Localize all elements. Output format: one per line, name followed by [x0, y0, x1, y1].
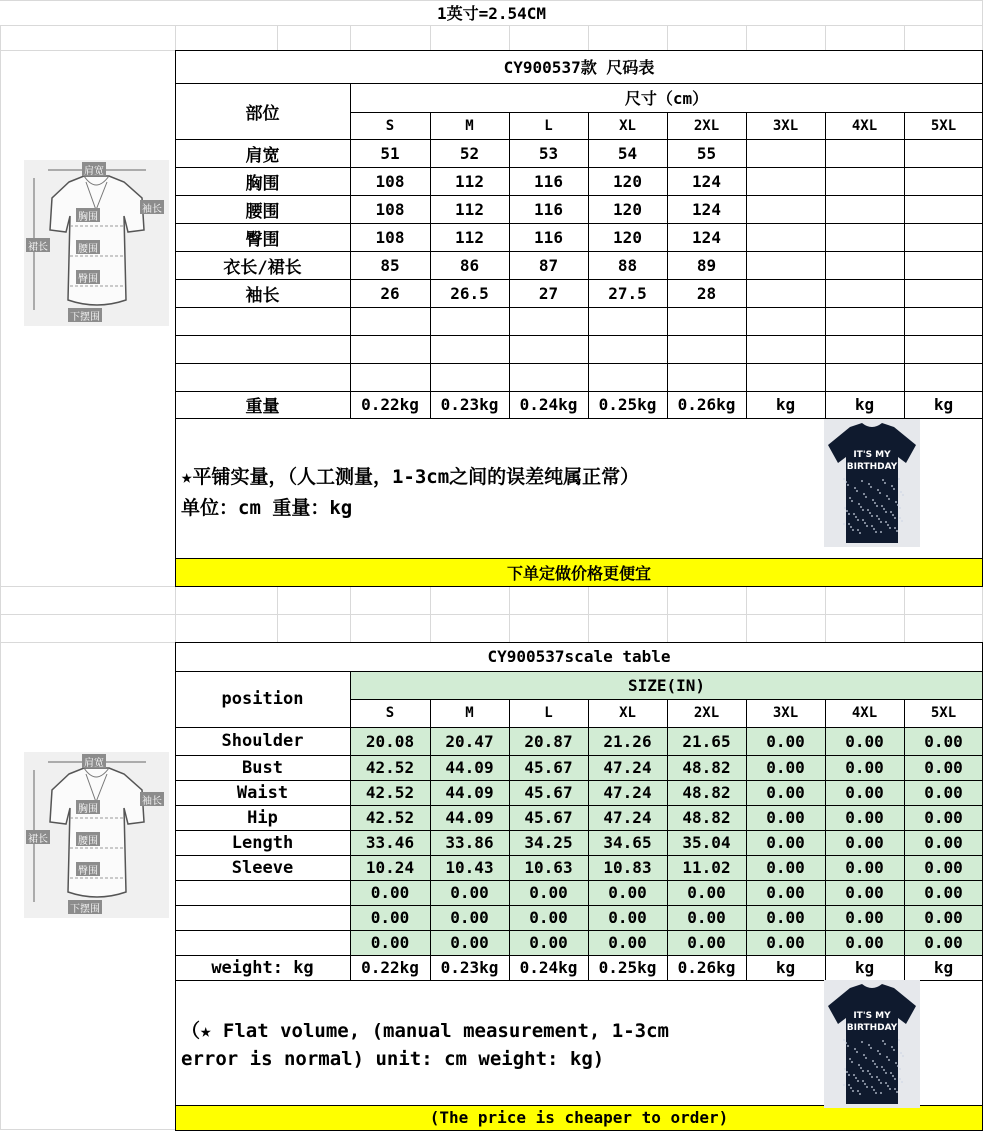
- table-cell: 0.23kg: [440, 395, 499, 414]
- table-cell: 0.00: [608, 908, 647, 927]
- grid-line: [175, 25, 176, 50]
- table-cell: [904, 167, 983, 195]
- table-cell: 0.00: [924, 783, 963, 802]
- table-cell: 21.65: [682, 731, 731, 751]
- grid-line: [0, 50, 1, 1130]
- sketch-label: 下摆围: [68, 308, 102, 322]
- grid-line: [509, 25, 510, 50]
- size-label-m: M: [465, 117, 474, 134]
- table-cell: 45.67: [524, 783, 573, 802]
- table-cell: 0.00: [924, 833, 963, 852]
- table-cell: 0.00: [845, 783, 884, 802]
- grid-line: [825, 25, 826, 50]
- table-cell: 108: [375, 227, 405, 247]
- table-cell: 44.09: [445, 808, 494, 827]
- table-cell: [825, 167, 904, 195]
- grid-line: [904, 586, 905, 642]
- grid-line: [667, 586, 668, 642]
- table-cell: 0.00: [766, 833, 805, 852]
- table-cell: 0.00: [766, 808, 805, 827]
- table-cell: 0.00: [924, 883, 963, 902]
- note-line-1: （★ Flat volume, (manual measurement, 1-3cm: [181, 1019, 669, 1042]
- table-cell: 44.09: [445, 783, 494, 802]
- table-cell: 120: [613, 171, 642, 191]
- grid-line: [904, 25, 905, 50]
- table-cell: [430, 307, 509, 335]
- grid-line: [0, 25, 1, 50]
- table-cell: 55: [696, 143, 717, 163]
- table-cell: 0.00: [845, 758, 884, 777]
- table-cell: kg: [933, 395, 954, 414]
- table-cell: [667, 335, 746, 363]
- table-cell: 0.00: [924, 858, 963, 877]
- table-cell: 0.24kg: [519, 958, 578, 977]
- table-cell: [746, 139, 825, 167]
- grid-line: [0, 25, 983, 26]
- grid-line: [746, 25, 747, 50]
- table-cell: 35.04: [682, 833, 731, 852]
- table-cell: 21.26: [603, 731, 652, 751]
- table-cell: 45.67: [524, 808, 573, 827]
- table-cell: [746, 195, 825, 223]
- table-cell: 26.5: [450, 283, 489, 303]
- table-cell: 89: [696, 255, 717, 275]
- table-cell: 112: [455, 199, 484, 219]
- row-label: Sleeve: [231, 857, 294, 878]
- tshirt-print-line-1: IT'S MY: [853, 1011, 891, 1021]
- table-cell: 0.00: [450, 933, 489, 952]
- note-line-2: error is normal) unit: cm weight: kg): [181, 1048, 605, 1070]
- sketch-label: 下摆围: [68, 900, 102, 914]
- table-cell: [746, 335, 825, 363]
- table-cell: [825, 307, 904, 335]
- sketch-label: 臀围: [76, 270, 100, 284]
- row-label: [175, 880, 350, 905]
- table-cell: 0.00: [687, 908, 726, 927]
- table-border: [175, 586, 983, 587]
- sketch-label: 肩宽: [82, 162, 106, 176]
- table-cell: [904, 307, 983, 335]
- table-cell: [350, 363, 430, 391]
- table-cell: 27: [538, 283, 559, 303]
- note-line-2: 单位：cm 重量：kg: [181, 496, 353, 519]
- table-cell: 0.00: [766, 783, 805, 802]
- grid-line: [588, 586, 589, 642]
- table-cell: 10.83: [603, 858, 652, 877]
- size-label-2xl: 2XL: [693, 705, 720, 721]
- table-cell: [746, 363, 825, 391]
- table-cell: 33.86: [445, 833, 494, 852]
- table-cell: 0.00: [766, 883, 805, 902]
- table-cell: 86: [459, 255, 480, 275]
- table-cell: 124: [692, 227, 721, 247]
- sketch-label: 腰围: [76, 832, 100, 846]
- table-cell: 0.22kg: [361, 958, 419, 977]
- table-cell: [746, 167, 825, 195]
- footer-text: (The price is cheaper to order): [429, 1108, 729, 1127]
- row-label: 重量: [245, 397, 280, 417]
- table-cell: 52: [459, 143, 480, 163]
- table-cell: [825, 223, 904, 251]
- size-label-l: L: [544, 117, 553, 134]
- table-cell: 28: [696, 283, 717, 303]
- table-title: CY900537款 尺码表: [503, 58, 655, 77]
- size-label-5xl: 5XL: [930, 117, 957, 134]
- position-header: position: [221, 689, 304, 709]
- grid-line: [0, 614, 983, 615]
- table-cell: 0.00: [766, 933, 805, 952]
- table-cell: 0.25kg: [598, 958, 657, 977]
- table-cell: 0.00: [845, 908, 884, 927]
- table-cell: [509, 335, 588, 363]
- table-cell: 0.00: [924, 758, 963, 777]
- row-label: [175, 905, 350, 930]
- grid-line: [277, 25, 278, 50]
- table-cell: 0.25kg: [598, 395, 657, 414]
- table-cell: [904, 251, 983, 279]
- table-cell: 20.08: [365, 731, 415, 751]
- table-cell: 0.00: [924, 933, 963, 952]
- table-cell: 47.24: [603, 808, 652, 827]
- table-cell: [430, 363, 509, 391]
- grid-line: [825, 586, 826, 642]
- size-label-5xl: 5XL: [930, 705, 957, 721]
- table-cell: 0.00: [450, 908, 489, 927]
- table-title: CY900537scale table: [487, 647, 671, 666]
- table-cell: 0.00: [766, 758, 805, 777]
- size-header: 尺寸（cm）: [624, 89, 709, 108]
- table-cell: 124: [692, 199, 721, 219]
- table-cell: 0.22kg: [361, 395, 419, 414]
- table-cell: 26: [380, 283, 400, 303]
- sketch-label: 臀围: [76, 862, 100, 876]
- tshirt-photo: [824, 419, 920, 547]
- size-label-3xl: 3XL: [772, 117, 799, 134]
- tshirt-photo: [824, 980, 920, 1108]
- table-cell: 54: [617, 143, 638, 163]
- sketch-label: 肩宽: [82, 754, 106, 768]
- table-cell: 47.24: [603, 758, 652, 777]
- table-cell: 112: [455, 227, 484, 247]
- sketch-label: 裙长: [26, 238, 50, 252]
- size-label-xl: XL: [619, 705, 636, 721]
- table-cell: 116: [534, 227, 563, 247]
- position-header: 部位: [245, 103, 280, 124]
- row-label: weight: kg: [211, 957, 314, 978]
- table-cell: 88: [617, 255, 638, 275]
- table-cell: 27.5: [608, 283, 647, 303]
- row-label: Shoulder: [221, 731, 304, 751]
- size-label-xl: XL: [619, 117, 636, 134]
- table-cell: 0.00: [845, 731, 884, 751]
- row-label: [175, 307, 350, 335]
- table-cell: kg: [775, 958, 796, 977]
- table-cell: [746, 223, 825, 251]
- sketch-label: 腰围: [76, 240, 100, 254]
- table-cell: [825, 279, 904, 307]
- size-label-m: M: [465, 705, 474, 721]
- table-cell: [904, 223, 983, 251]
- grid-line: [350, 586, 351, 642]
- table-cell: 48.82: [682, 758, 731, 777]
- table-cell: [904, 335, 983, 363]
- size-label-l: L: [544, 705, 553, 721]
- tshirt-print-line-2: BIRTHDAY: [846, 462, 898, 472]
- table-cell: 112: [455, 171, 484, 191]
- top-note: 1英寸=2.54CM: [436, 4, 547, 23]
- table-cell: 48.82: [682, 783, 731, 802]
- table-cell: 87: [538, 255, 559, 275]
- grid-line: [350, 25, 351, 50]
- grid-line: [509, 586, 510, 642]
- table-cell: 0.00: [924, 908, 963, 927]
- table-cell: 10.63: [524, 858, 573, 877]
- row-label: 胸围: [245, 173, 280, 194]
- table-cell: 0.00: [608, 933, 647, 952]
- table-cell: 120: [613, 199, 642, 219]
- row-label: 腰围: [245, 201, 280, 222]
- table-cell: [904, 279, 983, 307]
- footer-text: 下单定做价格更便宜: [506, 563, 651, 583]
- table-cell: [509, 363, 588, 391]
- table-cell: [588, 307, 667, 335]
- table-cell: 10.24: [365, 858, 415, 877]
- row-label: Length: [231, 832, 294, 853]
- table-cell: 45.67: [524, 758, 573, 777]
- size-label-4xl: 4XL: [851, 705, 878, 721]
- sketch-label: 裙长: [26, 830, 50, 844]
- table-cell: 0.00: [845, 833, 884, 852]
- table-cell: 0.00: [529, 883, 568, 902]
- size-label-2xl: 2XL: [693, 117, 720, 134]
- size-label-s: S: [385, 705, 395, 721]
- table-cell: 0.00: [529, 933, 568, 952]
- table-cell: 0.00: [845, 883, 884, 902]
- row-label: Waist: [236, 782, 289, 803]
- table-cell: [746, 251, 825, 279]
- size-label-3xl: 3XL: [772, 705, 799, 721]
- table-cell: 20.47: [445, 731, 494, 751]
- table-cell: 0.00: [924, 731, 963, 751]
- table-cell: 51: [380, 143, 400, 163]
- table-cell: [667, 307, 746, 335]
- table-cell: 0.00: [845, 858, 884, 877]
- row-label: 肩宽: [245, 145, 280, 166]
- table-cell: 108: [375, 171, 405, 191]
- table-cell: kg: [854, 395, 875, 414]
- table-cell: 0.00: [766, 858, 805, 877]
- size-header: SIZE(IN): [627, 675, 706, 695]
- table-cell: kg: [854, 958, 875, 977]
- table-cell: 0.00: [370, 883, 410, 902]
- note-line-1: ★平铺实量，（人工测量，1-3cm之间的误差纯属正常）: [181, 465, 640, 488]
- table-cell: [746, 279, 825, 307]
- table-cell: 0.00: [766, 908, 805, 927]
- table-cell: 0.00: [766, 731, 805, 751]
- row-label: 衣长/裙长: [223, 257, 302, 278]
- table-cell: 0.26kg: [677, 958, 736, 977]
- row-label: 臀围: [245, 229, 280, 250]
- table-cell: 34.65: [603, 833, 652, 852]
- table-cell: 124: [692, 171, 721, 191]
- row-label: [175, 930, 350, 955]
- table-cell: 0.00: [687, 883, 726, 902]
- table-cell: [746, 307, 825, 335]
- table-cell: 120: [613, 227, 642, 247]
- table-cell: 20.87: [524, 731, 573, 751]
- table-cell: 48.82: [682, 808, 731, 827]
- row-label: Hip: [247, 807, 278, 828]
- table-cell: [588, 335, 667, 363]
- table-cell: 0.00: [370, 908, 410, 927]
- table-cell: [825, 251, 904, 279]
- tshirt-print-line-1: IT'S MY: [853, 450, 891, 460]
- table-cell: 0.26kg: [677, 395, 736, 414]
- table-cell: 0.00: [845, 933, 884, 952]
- table-cell: 42.52: [365, 758, 415, 777]
- table-cell: 10.43: [445, 858, 494, 877]
- table-cell: 108: [375, 199, 405, 219]
- table-cell: 53: [538, 143, 559, 163]
- table-cell: [904, 195, 983, 223]
- table-cell: 0.00: [924, 808, 963, 827]
- table-cell: 34.25: [524, 833, 573, 852]
- table-cell: [667, 363, 746, 391]
- table-cell: kg: [933, 958, 954, 977]
- table-cell: 42.52: [365, 808, 415, 827]
- table-cell: 47.24: [603, 783, 652, 802]
- table-cell: [904, 139, 983, 167]
- grid-line: [667, 25, 668, 50]
- table-cell: 11.02: [682, 858, 731, 877]
- grid-line: [746, 586, 747, 642]
- tshirt-print-line-2: BIRTHDAY: [846, 1023, 898, 1033]
- table-cell: [509, 307, 588, 335]
- table-cell: 0.00: [687, 933, 726, 952]
- row-label: [175, 335, 350, 363]
- row-label: 袖长: [245, 285, 280, 306]
- grid-line: [175, 586, 176, 642]
- size-label-s: S: [385, 117, 395, 134]
- size-label-4xl: 4XL: [851, 117, 878, 134]
- sketch-label: 袖长: [140, 792, 164, 806]
- table-cell: [350, 307, 430, 335]
- table-cell: 85: [380, 255, 400, 275]
- row-label: Bust: [242, 757, 283, 778]
- table-cell: [825, 363, 904, 391]
- sketch-label: 袖长: [140, 200, 164, 214]
- table-cell: [825, 335, 904, 363]
- table-cell: 0.00: [845, 808, 884, 827]
- table-cell: [825, 139, 904, 167]
- table-cell: [350, 335, 430, 363]
- table-cell: 0.00: [450, 883, 489, 902]
- grid-line: [277, 586, 278, 642]
- table-cell: 116: [534, 199, 563, 219]
- table-cell: 42.52: [365, 783, 415, 802]
- grid-line: [430, 586, 431, 642]
- table-cell: 44.09: [445, 758, 494, 777]
- table-cell: 0.24kg: [519, 395, 578, 414]
- table-cell: 116: [534, 171, 563, 191]
- table-cell: kg: [775, 395, 796, 414]
- table-cell: 33.46: [365, 833, 415, 852]
- grid-line: [588, 25, 589, 50]
- table-cell: 0.23kg: [440, 958, 499, 977]
- table-cell: [825, 195, 904, 223]
- table-cell: [588, 363, 667, 391]
- table-cell: [904, 363, 983, 391]
- grid-line: [430, 25, 431, 50]
- sketch-label: 胸围: [76, 800, 100, 814]
- table-cell: [430, 335, 509, 363]
- table-cell: 0.00: [608, 883, 647, 902]
- table-cell: 0.00: [370, 933, 410, 952]
- table-cell: 0.00: [529, 908, 568, 927]
- row-label: [175, 363, 350, 391]
- sketch-label: 胸围: [76, 208, 100, 222]
